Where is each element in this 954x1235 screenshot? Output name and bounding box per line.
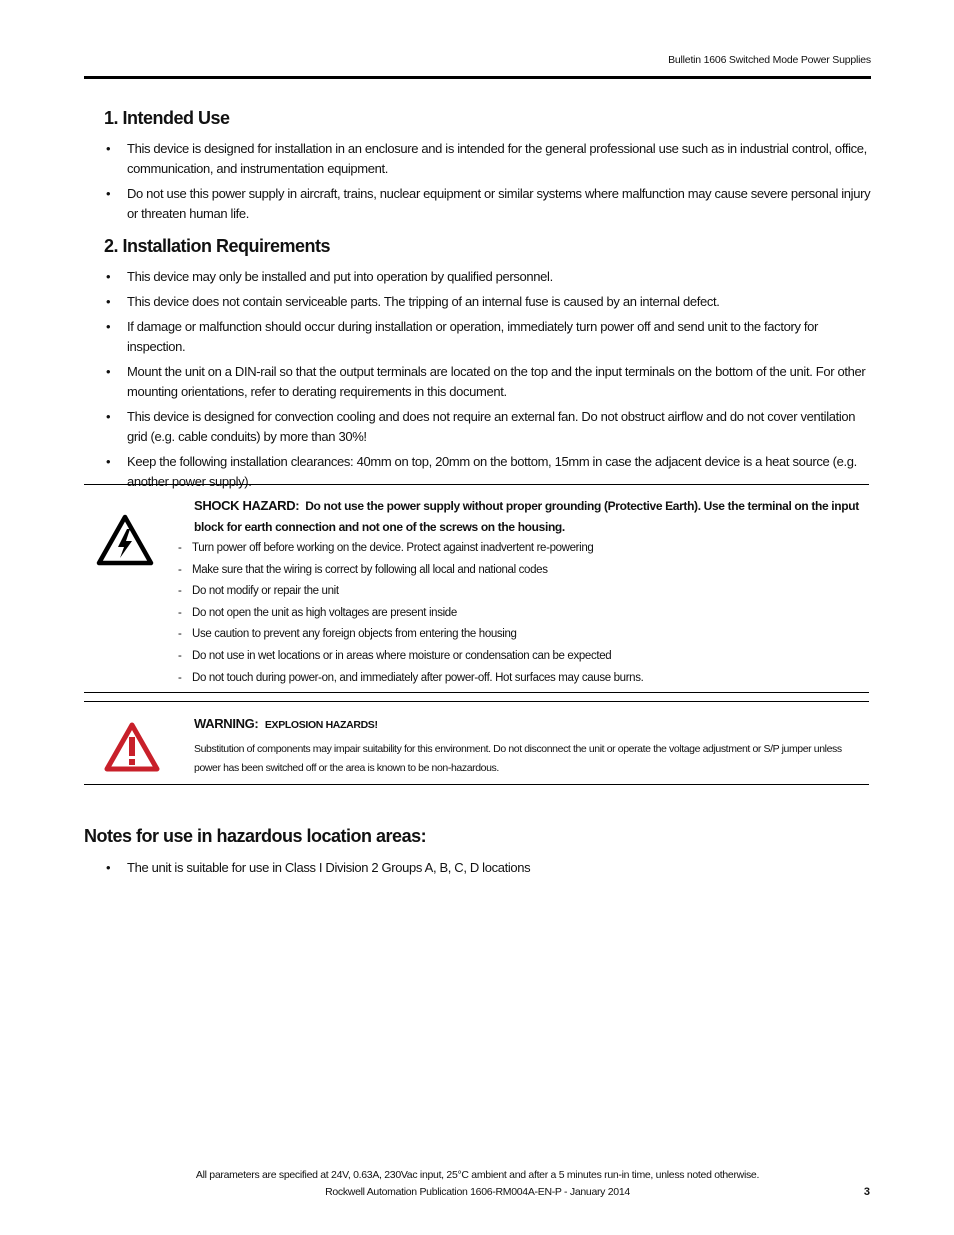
list-item: • Keep the following installation clearances: 40mm on top, 20mm on the bottom, 15mm in case the adjacent device is a heat source (e.g. another power supply). <box>106 454 857 489</box>
list-item: • The unit is suitable for use in Class I Division 2 Groups A, B, C, D locations <box>106 860 531 875</box>
warning-label: WARNING: <box>194 716 259 731</box>
intended-use-list <box>104 139 874 229</box>
shock-hazard-label: SHOCK HAZARD: <box>194 498 300 513</box>
warning-title <box>194 716 378 731</box>
header-title: Bulletin 1606 Switched Mode Power Supplies <box>668 54 871 66</box>
warning-box <box>84 701 869 785</box>
shock-hazard-icon <box>96 514 154 566</box>
list-item: • If damage or malfunction should occur during installation or operation, immediately turn power off and send unit to the factory for inspection. <box>106 319 818 354</box>
list-item: - Do not modify or repair the unit <box>178 585 339 598</box>
installation-list <box>104 267 874 497</box>
section-heading-intended-use: 1. Intended Use <box>104 108 230 128</box>
list-item: - Use caution to prevent any foreign objects from entering the housing <box>178 628 517 641</box>
page-header <box>84 52 871 79</box>
shock-hazard-title <box>194 495 866 538</box>
list-item: • This device is designed for installation in an enclosure and is intended for the general professional use such as in industrial control, office, communication, and instrumentation equipment. <box>106 141 867 176</box>
footer-publication: Rockwell Automation Publication 1606-RM004A-EN-P - January 2014 <box>325 1186 630 1198</box>
list-item: - Do not use in wet locations or in areas where moisture or condensation can be expected <box>178 649 612 662</box>
list-item: • Mount the unit on a DIN-rail so that the output terminals are located on the top and the input terminals on the bottom of the unit. For other mounting orientations, refer to derating requirements in this document. <box>106 364 866 399</box>
list-item: - Do not open the unit as high voltages are present inside <box>178 606 457 619</box>
shock-hazard-box <box>84 484 869 693</box>
notes-list <box>104 858 874 883</box>
list-item: - Turn power off before working on the device. Protect against inadvertent re-powering <box>178 542 594 554</box>
warning-triangle-icon <box>104 722 160 772</box>
warning-text: Substitution of components may impair suitability for this environment. Do not disconnect the unit or operate the voltage adjustment or S/P jumper unless power has been switched off or the area is known to be non-hazardous. <box>194 743 842 774</box>
shock-hazard-text: Do not use the power supply without proper grounding (Protective Earth). Use the terminal on the input block for earth connection and not one of the screws on the housing. <box>194 499 859 534</box>
list-item: - Make sure that the wiring is correct by following all local and national codes <box>178 563 548 576</box>
footer-note: All parameters are specified at 24V, 0.63A, 230Vac input, 25°C ambient and after a 5 minutes run-in time, unless noted otherwise. <box>195 1169 760 1181</box>
notes-heading: Notes for use in hazardous location areas: <box>84 826 427 846</box>
list-item: • This device may only be installed and put into operation by qualified personnel. <box>106 269 553 284</box>
warning-subtitle: EXPLOSION HAZARDS! <box>264 719 378 731</box>
list-item: • This device does not contain serviceable parts. The tripping of an internal fuse is caused by an internal defect. <box>106 294 720 309</box>
list-item: • Do not use this power supply in aircraft, trains, nuclear equipment or similar systems where malfunction may cause severe personal injury or threaten human life. <box>106 186 871 221</box>
list-item: - Do not touch during power-on, and immediately after power-off. Hot surfaces may cause burns. <box>178 671 644 684</box>
section-heading-installation: 2. Installation Requirements <box>104 236 331 256</box>
page-number: 3 <box>863 1186 870 1198</box>
shock-hazard-list <box>178 538 858 689</box>
list-item: • This device is designed for convection cooling and does not require an external fan. Do not obstruct airflow and do not cover ventilation grid (e.g. cable conduits) by more than 30%! <box>106 409 856 444</box>
